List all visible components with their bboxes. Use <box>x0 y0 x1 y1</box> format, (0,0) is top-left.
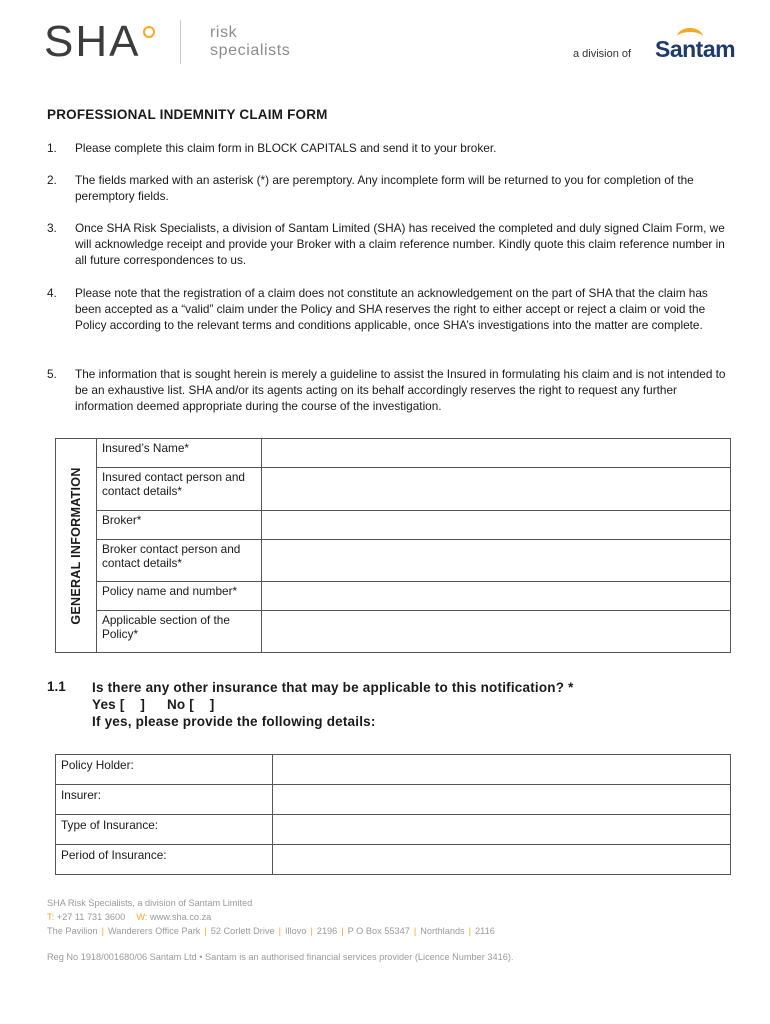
broker-input[interactable] <box>262 511 731 540</box>
policy-holder-input[interactable] <box>273 755 731 785</box>
table-row <box>56 611 731 653</box>
field-label: Broker contact person and contact details* <box>97 540 262 582</box>
instruction-item <box>47 172 727 204</box>
question-text: Is there any other insurance that may be applicable to this notification? * <box>92 680 574 695</box>
footer-address <box>47 926 495 936</box>
section-label-cell <box>56 439 97 653</box>
footer-separator: | <box>310 926 313 936</box>
field-label: Policy Holder: <box>56 755 273 785</box>
other-insurance-table <box>55 754 731 875</box>
table-row <box>56 468 731 511</box>
table-row <box>56 755 731 785</box>
instruction-text: The information that is sought herein is merely a guideline to assist the Insured in formulating his claim and is not intended to be an exhaustive list. SHA and/or its agents acting on its behalf accordingly reserves the right to request any further information deemed appropriate during the course of the investigation. <box>75 367 726 413</box>
division-text: a division of <box>573 48 632 60</box>
footer-separator: | <box>341 926 344 936</box>
tagline <box>210 24 290 60</box>
yes-no-options <box>92 696 574 713</box>
instruction-number: 3. <box>47 221 57 235</box>
footer-separator: | <box>413 926 417 936</box>
logo-divider <box>180 20 181 64</box>
footer-separator: | <box>204 926 207 936</box>
instruction-item <box>47 285 727 333</box>
insurance-period-input[interactable] <box>273 845 731 875</box>
santam-logo: Santam <box>655 36 736 62</box>
table-row <box>56 845 731 875</box>
table-row <box>56 511 731 540</box>
footer-separator: | <box>278 926 281 936</box>
address-part: 2116 <box>475 926 495 936</box>
address-part: Northlands <box>420 926 465 936</box>
address-part: Illovo <box>284 926 307 936</box>
footer-company: SHA Risk Specialists, a division of Santam Limited <box>47 898 253 908</box>
address-part: 52 Corlett Drive <box>210 926 275 936</box>
instruction-item <box>47 140 727 156</box>
address-part: 2196 <box>316 926 338 936</box>
field-label: Policy name and number* <box>97 582 262 611</box>
address-part: Wanderers Office Park <box>107 926 201 936</box>
instruction-number: 5. <box>47 367 57 381</box>
table-row <box>56 815 731 845</box>
field-label: Insured’s Name* <box>97 439 262 468</box>
instruction-text: Once SHA Risk Specialists, a division of Santam Limited (SHA) has received the completed and duly signed Claim Form, we will acknowledge receipt and provide your Broker with a claim reference number. Kindly quote this claim reference number in all future correspondences to us. <box>75 221 725 267</box>
field-label: Type of Insurance: <box>56 815 273 845</box>
footer-tel: +27 11 731 3600 <box>56 912 126 922</box>
sha-logo-text: SHA <box>44 17 141 66</box>
insured-name-input[interactable] <box>262 439 731 468</box>
instruction-text: The fields marked with an asterisk (*) are peremptory. Any incomplete form will be returned to you for completion of the peremptory fields. <box>75 173 694 203</box>
field-label: Broker* <box>97 511 262 540</box>
instruction-text: Please note that the registration of a claim does not constitute an acknowledgement on the part of SHA that the claim has been accepted as a “valid” claim under the Policy and SHA reserves the right to either accept or reject a claim or void the Policy according to the relevant terms and conditions applicable, once SHA’s investigations into the matter are complete. <box>75 286 708 332</box>
general-information-table <box>55 438 731 653</box>
policy-section-input[interactable] <box>262 611 731 653</box>
footer-web: www.sha.co.za <box>150 912 212 922</box>
table-row <box>56 582 731 611</box>
instruction-text: Please complete this claim form in BLOCK CAPITALS and send it to your broker. <box>75 141 497 155</box>
instruction-item <box>47 220 727 268</box>
insurance-type-input[interactable] <box>273 815 731 845</box>
policy-name-number-input[interactable] <box>262 582 731 611</box>
instruction-item <box>47 366 727 414</box>
section-label: GENERAL INFORMATION <box>69 466 83 625</box>
tagline-line2: specialists <box>210 42 291 59</box>
footer-separator: | <box>468 926 472 936</box>
field-label: Applicable section of the Policy* <box>97 611 262 653</box>
form-title: PROFESSIONAL INDEMNITY CLAIM FORM <box>47 107 328 122</box>
web-prefix: W: <box>136 912 148 922</box>
field-label: Insurer: <box>56 785 273 815</box>
address-part: P O Box 55347 <box>347 926 410 936</box>
no-checkbox[interactable]: No [ ] <box>166 697 215 712</box>
instruction-number: 1. <box>47 141 57 155</box>
insured-contact-input[interactable] <box>262 468 731 511</box>
table-row <box>56 785 731 815</box>
question-followup: If yes, please provide the following details: <box>92 714 376 729</box>
footer-separator: | <box>101 926 104 936</box>
instruction-number: 4. <box>47 286 57 300</box>
question-number: 1.1 <box>47 679 66 694</box>
tagline-line1: risk <box>210 24 238 41</box>
field-label: Insured contact person and contact details* <box>97 468 262 511</box>
sha-logo-ring-icon <box>143 26 155 38</box>
insurer-input[interactable] <box>273 785 731 815</box>
instruction-number: 2. <box>47 173 57 187</box>
footer-registration: Reg No 1918/001680/06 Santam Ltd • Santam is an authorised financial services provider (Licence Number 3416). <box>47 952 514 962</box>
footer-contact <box>47 912 211 922</box>
address-part: The Pavilion <box>47 926 98 936</box>
broker-contact-input[interactable] <box>262 540 731 582</box>
tel-prefix: T: <box>47 912 55 922</box>
field-label: Period of Insurance: <box>56 845 273 875</box>
yes-checkbox[interactable]: Yes [ ] <box>92 697 146 712</box>
table-row <box>56 439 731 468</box>
table-row <box>56 540 731 582</box>
question-block <box>92 679 574 730</box>
